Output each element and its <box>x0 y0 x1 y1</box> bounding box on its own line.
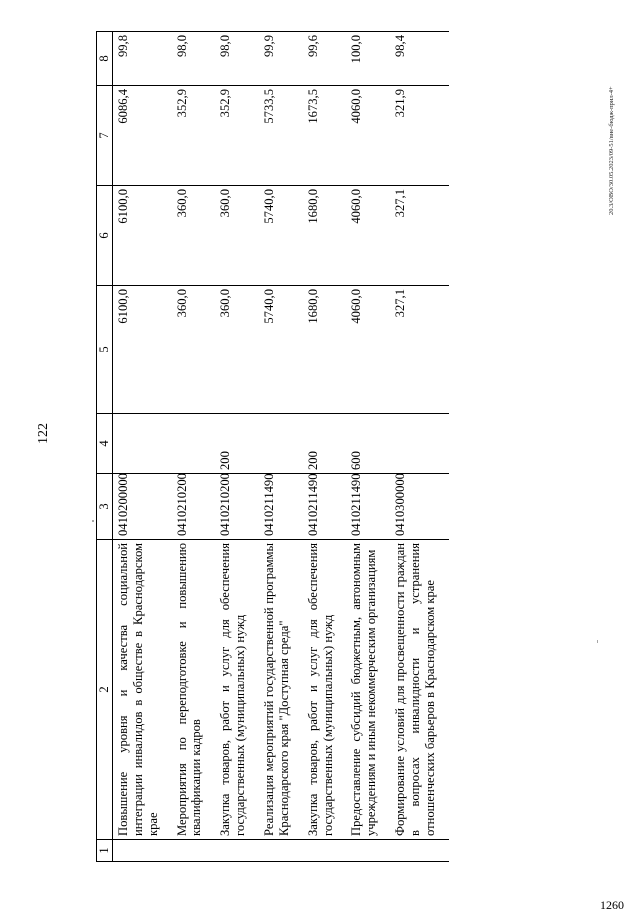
executed-amount-cell: 321,9 <box>390 86 449 186</box>
execution-percent-cell: 98,0 <box>215 32 259 86</box>
table-header-row <box>97 32 113 862</box>
scan-artifact <box>597 640 598 643</box>
planned-amount-cell: 360,0 <box>172 286 216 414</box>
col-header-3: 3 <box>97 474 113 540</box>
planned-amount-cell: 327,1 <box>390 286 449 414</box>
refined-amount-cell: 5740,0 <box>259 186 303 286</box>
expense-type-cell: 200 <box>303 414 347 474</box>
execution-percent-cell: 100,0 <box>346 32 390 86</box>
table-row <box>172 32 216 862</box>
expense-type-cell <box>172 414 216 474</box>
executed-amount-cell: 5733,5 <box>259 86 303 186</box>
col-header-2: 2 <box>97 540 113 840</box>
planned-amount-cell: 4060,0 <box>346 286 390 414</box>
target-code-cell: 0410300000 <box>390 474 449 540</box>
col-header-6: 6 <box>97 186 113 286</box>
table-row <box>113 32 172 862</box>
refined-amount-cell: 360,0 <box>172 186 216 286</box>
col-header-7: 7 <box>97 86 113 186</box>
planned-amount-cell: 1680,0 <box>303 286 347 414</box>
description-cell: Закупка товаров, работ и услуг для обеспечения государственных (муниципальных) нужд <box>215 540 259 840</box>
description-cell: Закупка товаров, работ и услуг для обеспечения государственных (муниципальных) нужд <box>303 540 347 840</box>
description-cell: Предоставление субсидий бюджетным, автономным учреждениям и иным некоммерческим организациям <box>346 540 390 840</box>
col-header-5: 5 <box>97 286 113 414</box>
description-cell: Повышение уровня и качества социальной интеграции инвалидов в обществе в Краснодарском крае <box>113 540 172 840</box>
target-code-cell: 0410210200 <box>215 474 259 540</box>
target-code-cell: 0410200000 <box>113 474 172 540</box>
target-code-cell: 0410211490 <box>259 474 303 540</box>
row-number-cell <box>390 840 449 862</box>
planned-amount-cell: 5740,0 <box>259 286 303 414</box>
row-number-cell <box>303 840 347 862</box>
executed-amount-cell: 352,9 <box>215 86 259 186</box>
table-row <box>259 32 303 862</box>
refined-amount-cell: 327,1 <box>390 186 449 286</box>
target-code-cell: 0410211490 <box>346 474 390 540</box>
description-cell: Формирование условий для просвещенности граждан в вопросах инвалидности и устранения отношенческих барьеров в Краснодарском крае <box>390 540 449 840</box>
execution-percent-cell: 99,9 <box>259 32 303 86</box>
refined-amount-cell: 1680,0 <box>303 186 347 286</box>
expense-type-cell <box>113 414 172 474</box>
description-cell: Реализация мероприятий государственной программы Краснодарского края "Доступная среда" <box>259 540 303 840</box>
col-header-4: 4 <box>97 414 113 474</box>
planned-amount-cell: 360,0 <box>215 286 259 414</box>
executed-amount-cell: 6086,4 <box>113 86 172 186</box>
budget-table <box>96 31 449 862</box>
planned-amount-cell: 6100,0 <box>113 286 172 414</box>
page-number: 122 <box>36 423 51 444</box>
executed-amount-cell: 4060,0 <box>346 86 390 186</box>
table-row <box>390 32 449 862</box>
scan-artifact <box>92 520 94 522</box>
target-code-cell: 0410210200 <box>172 474 216 540</box>
row-number-cell <box>172 840 216 862</box>
refined-amount-cell: 360,0 <box>215 186 259 286</box>
refined-amount-cell: 6100,0 <box>113 186 172 286</box>
table-row <box>346 32 390 862</box>
execution-percent-cell: 99,8 <box>113 32 172 86</box>
execution-percent-cell: 98,4 <box>390 32 449 86</box>
expense-type-cell: 600 <box>346 414 390 474</box>
table-row <box>215 32 259 862</box>
rotated-table-container <box>96 32 528 862</box>
row-number-cell <box>259 840 303 862</box>
expense-type-cell: 200 <box>215 414 259 474</box>
executed-amount-cell: 1673,5 <box>303 86 347 186</box>
row-number-cell <box>113 840 172 862</box>
execution-percent-cell: 99,6 <box>303 32 347 86</box>
col-header-8: 8 <box>97 32 113 86</box>
row-number-cell <box>346 840 390 862</box>
sheet-number: 1260 <box>600 898 624 912</box>
expense-type-cell <box>390 414 449 474</box>
target-code-cell: 0410211490 <box>303 474 347 540</box>
description-cell: Мероприятия по переподготовке и повышению квалификации кадров <box>172 540 216 840</box>
refined-amount-cell: 4060,0 <box>346 186 390 286</box>
executed-amount-cell: 352,9 <box>172 86 216 186</box>
table-row <box>303 32 347 862</box>
execution-percent-cell: 98,0 <box>172 32 216 86</box>
file-path-footer: 20.3/ОВО/30.05.2023/09-51/вне-бюдж-прил-4+ <box>608 86 615 215</box>
expense-type-cell <box>259 414 303 474</box>
col-header-1: 1 <box>97 840 113 862</box>
row-number-cell <box>215 840 259 862</box>
